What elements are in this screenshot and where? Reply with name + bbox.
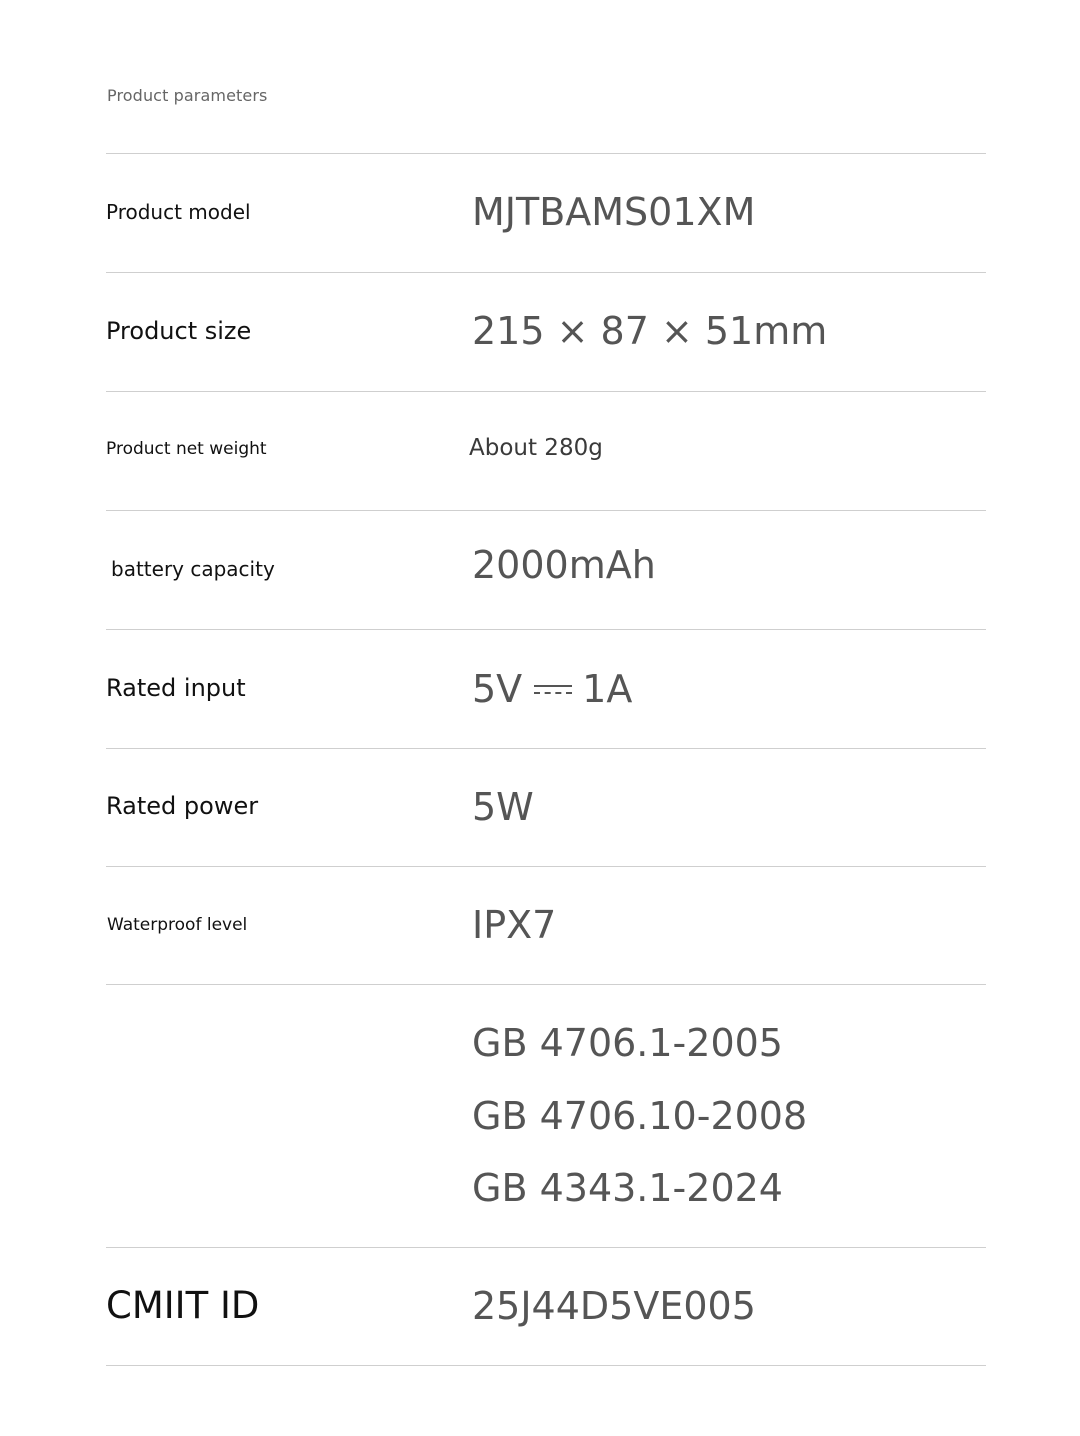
spec-value-standard-2: GB 4706.10-2008 [472,1094,808,1138]
divider [106,1247,986,1248]
spec-label-power: Rated power [106,792,259,820]
spec-value-standard-3: GB 4343.1-2024 [472,1166,783,1210]
spec-label-waterproof: Waterproof level [107,915,248,935]
spec-value-waterproof: IPX7 [472,903,557,947]
spec-value-weight: About 280g [469,435,603,461]
divider [106,866,986,867]
divider [106,984,986,985]
divider [106,1365,986,1366]
dc-current-icon [534,682,572,696]
spec-label-size: Product size [106,317,252,345]
divider [106,510,986,511]
divider [106,629,986,630]
spec-label-weight: Product net weight [106,439,267,459]
spec-value-power: 5W [472,785,534,829]
spec-value-battery: 2000mAh [472,543,656,587]
spec-value-size: 215 × 87 × 51mm [472,309,828,353]
spec-value-model: MJTBAMS01XM [472,190,756,234]
divider [106,391,986,392]
spec-value-standard-1: GB 4706.1-2005 [472,1021,783,1065]
spec-value-input-current: 1A [582,667,633,711]
spec-label-cmiit: CMIIT ID [106,1284,260,1327]
divider [106,748,986,749]
spec-value-input [472,667,632,711]
spec-value-cmiit: 25J44D5VE005 [472,1284,756,1328]
page-title: Product parameters [107,86,268,105]
spec-label-model: Product model [106,200,251,224]
spec-label-battery: battery capacity [111,557,275,581]
spec-value-input-voltage: 5V [472,667,523,711]
divider [106,153,986,154]
divider [106,272,986,273]
spec-label-input: Rated input [106,674,246,702]
